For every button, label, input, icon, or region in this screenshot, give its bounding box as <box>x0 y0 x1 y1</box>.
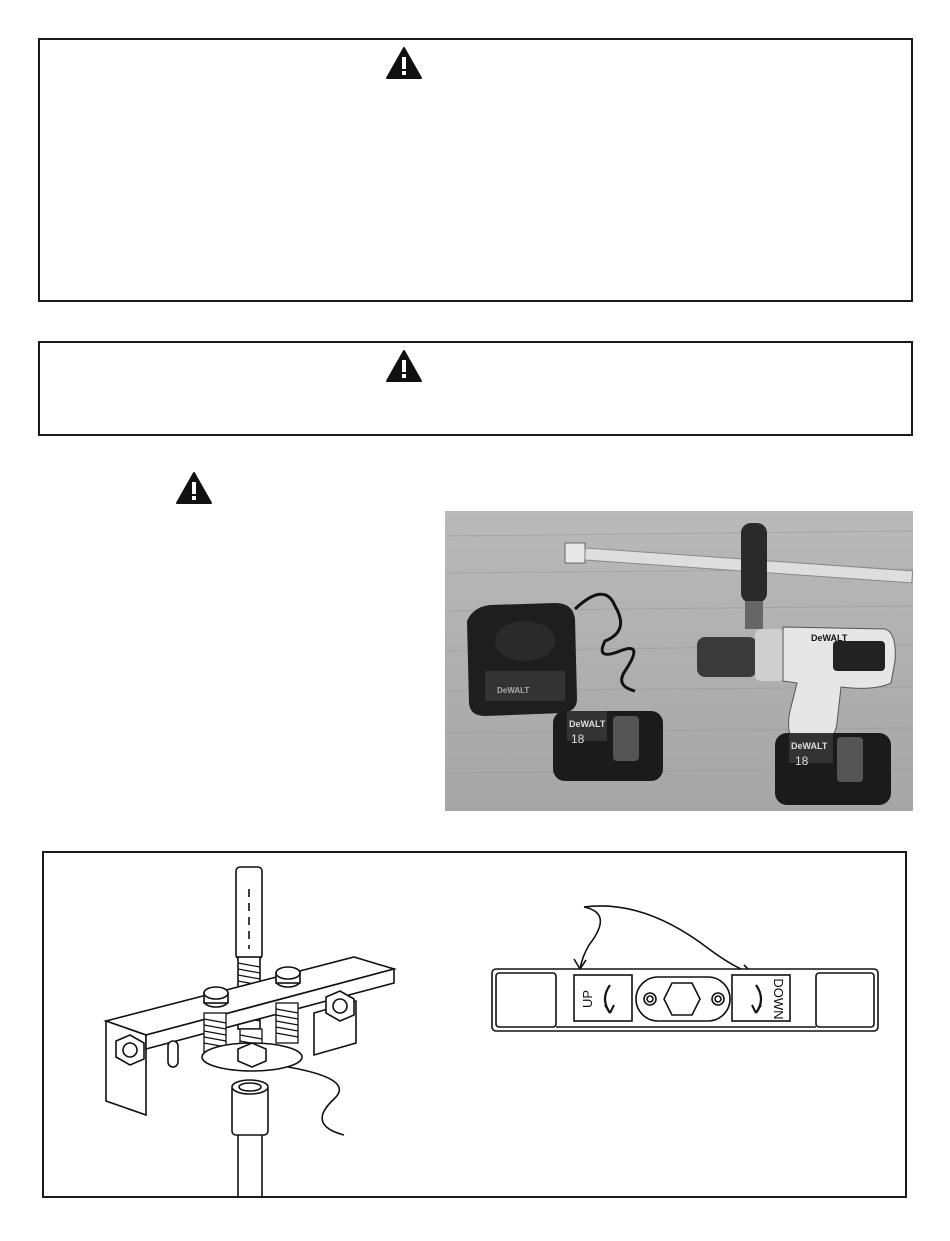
adjuster-bar-illustration <box>492 906 878 1031</box>
socket <box>232 1080 268 1196</box>
warning-triangle-icon <box>175 471 213 505</box>
leader-arrow-left <box>580 907 600 969</box>
warning-box-1 <box>38 38 913 302</box>
battery-charger <box>467 603 577 716</box>
battery-left <box>553 711 663 781</box>
center-hex-nut <box>664 983 700 1015</box>
leader-arrow-right <box>584 906 752 973</box>
bracket-assembly-illustration <box>106 867 394 1196</box>
charger-brand-label: DeWALT <box>497 686 530 695</box>
warning-box-2 <box>38 341 913 436</box>
battery-right-voltage: 18 <box>795 754 809 768</box>
leader-line <box>288 1067 344 1135</box>
drill-brand-label: DeWALT <box>811 633 848 643</box>
hex-nut <box>238 1043 266 1067</box>
battery-left-voltage: 18 <box>571 732 585 746</box>
up-label: UP <box>580 989 595 1009</box>
warning-triangle-icon <box>385 46 423 80</box>
mechanism-diagram-box <box>42 851 907 1198</box>
battery-left-brand: DeWALT <box>569 719 606 729</box>
end-cap-right <box>816 973 874 1027</box>
tools-photo <box>445 511 913 811</box>
battery-right <box>775 733 891 805</box>
end-cap-left <box>496 973 556 1027</box>
down-label: DOWN <box>771 978 786 1020</box>
warning-triangle-icon <box>385 349 423 383</box>
battery-right-brand: DeWALT <box>791 741 828 751</box>
